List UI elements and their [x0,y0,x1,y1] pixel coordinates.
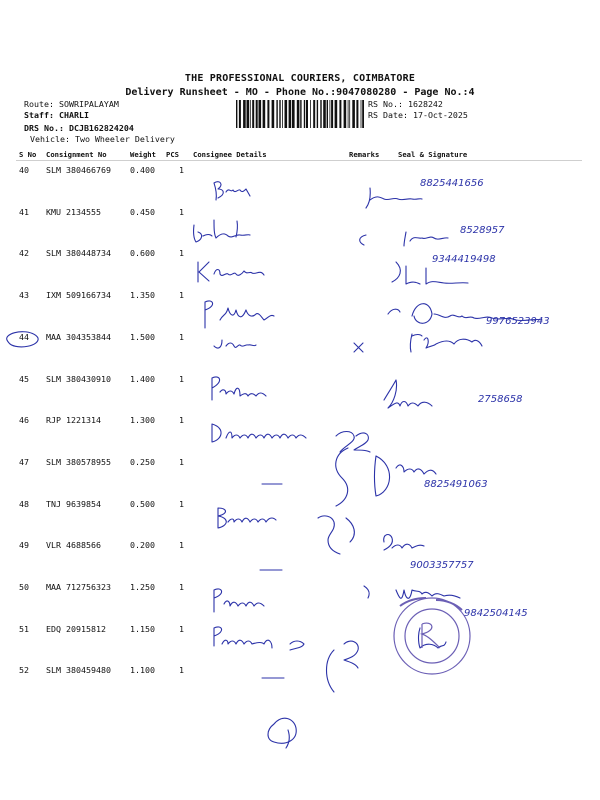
barcode-bar [323,100,326,128]
barcode-bar [335,100,338,128]
cell-weight: 1.150 [130,624,155,634]
barcode-bar [256,100,258,128]
cell-pcs: 1 [179,207,184,217]
phone-note-8: 9842504145 [464,608,528,619]
cell-consignment: IXM 509166734 [46,290,111,300]
cell-sno: 43 [19,290,29,300]
signature-row-50 [214,586,460,612]
rs-date: RS Date: 17-Oct-2025 [368,110,468,120]
barcode-bar [313,100,315,128]
cell-pcs: 1 [179,248,184,258]
cell-sno: 45 [19,374,29,384]
cell-consignment: SLM 380466769 [46,165,111,175]
cell-consignment: MAA 712756323 [46,582,111,592]
col-sno: S No [19,150,37,159]
cell-weight: 1.350 [130,290,155,300]
cell-sno: 49 [19,540,29,550]
barcode-bar [344,100,347,128]
header-rule [16,160,582,161]
cell-pcs: 1 [179,624,184,634]
signature-row-48 [218,508,354,554]
signature-row-47 [262,448,436,506]
barcode-bar [292,100,295,128]
cell-sno: 44 [19,332,29,342]
cell-consignment: SLM 380578955 [46,457,111,467]
barcode-bar [279,100,280,128]
signature-row-40 [214,182,422,208]
barcode-bar [285,100,288,128]
staff-info: Staff: CHARLI [24,110,89,120]
cell-consignment: MAA 304353844 [46,332,111,342]
company-stamp [394,598,470,674]
cell-sno: 46 [19,415,29,425]
cell-weight: 0.450 [130,207,155,217]
cell-consignment: SLM 380459480 [46,665,111,675]
barcode-bar [330,100,331,128]
signature-row-43 [205,301,542,328]
phone-note-7: 9003357757 [410,560,474,571]
col-seal: Seal & Signature [398,150,468,159]
barcode-bar [320,100,321,128]
barcode-bar [272,100,275,128]
cell-pcs: 1 [179,332,184,342]
col-consignment: Consignment No [46,150,107,159]
cell-sno: 48 [19,499,29,509]
cell-consignment: KMU 2134555 [46,207,101,217]
cell-weight: 1.300 [130,415,155,425]
cell-sno: 40 [19,165,29,175]
cell-pcs: 1 [179,415,184,425]
cell-pcs: 1 [179,290,184,300]
barcode-bar [259,100,262,128]
cell-pcs: 1 [179,499,184,509]
barcode-bar [263,100,266,128]
drs-number: DRS No.: DCJB162824204 [24,123,134,133]
cell-consignment: RJP 1221314 [46,415,101,425]
barcode-bar [289,100,292,128]
signature-row-52 [262,650,334,692]
barcode-bar [297,100,300,128]
signature-row-46 [212,424,370,452]
barcode-bar [356,100,358,128]
barcode-bar [352,100,355,128]
phone-note-6: 8825491063 [424,479,488,490]
barcode-bar [362,100,364,128]
rs-number: RS No.: 1628242 [368,99,443,109]
cell-sno: 42 [19,248,29,258]
cell-pcs: 1 [179,582,184,592]
cell-sno: 41 [19,207,29,217]
barcode-bar [250,100,251,128]
col-remarks: Remarks [349,150,380,159]
barcode-bar [300,100,301,128]
phone-note-5: 2758658 [478,394,523,405]
runsheet-subtitle: Delivery Runsheet - MO - Phone No.:9047080280 - Page No.:4 [125,87,475,98]
cell-weight: 1.250 [130,582,155,592]
cell-weight: 0.400 [130,165,155,175]
signature-row-51 [214,627,446,668]
cell-pcs: 1 [179,165,184,175]
barcode-bar [348,100,349,128]
barcode-bar [243,100,246,128]
vehicle-info: Vehicle: Two Wheeler Delivery [30,134,175,144]
cell-sno: 47 [19,457,29,467]
cell-sno: 50 [19,582,29,592]
cell-weight: 0.250 [130,457,155,467]
signature-row-45 [212,377,432,408]
cell-weight: 1.100 [130,665,155,675]
cell-consignment: SLM 380430910 [46,374,111,384]
barcode-bar [239,100,241,128]
page-bottom-mark [268,718,296,748]
cell-consignment: EDQ 20915812 [46,624,106,634]
phone-note-4: 9976523943 [486,316,550,327]
cell-weight: 1.500 [130,332,155,342]
cell-weight: 0.600 [130,248,155,258]
cell-pcs: 1 [179,457,184,467]
barcode-bar [236,100,237,128]
barcode-bar [306,100,308,128]
phone-note-2: 8528957 [460,225,505,236]
barcode-bar [349,100,350,128]
col-weight: Weight [130,150,156,159]
cell-weight: 0.200 [130,540,155,550]
cell-pcs: 1 [179,374,184,384]
phone-note-3: 9344419498 [432,254,496,265]
cell-pcs: 1 [179,540,184,550]
phone-note-1: 8825441656 [420,178,484,189]
barcode-bar [327,100,328,128]
barcode-bar [282,100,283,128]
cell-weight: 1.400 [130,374,155,384]
cell-sno: 51 [19,624,29,634]
barcode-image [236,100,364,128]
barcode-bar [252,100,254,128]
barcode-bar [310,100,311,128]
barcode-bar [276,100,277,128]
col-consignee: Consignee Details [193,150,267,159]
barcode-bar [317,100,318,128]
barcode-bar [247,100,250,128]
cell-consignment: SLM 380448734 [46,248,111,258]
cell-consignment: VLR 4688566 [46,540,101,550]
signature-row-49 [260,535,424,570]
cell-consignment: TNJ 9639854 [46,499,101,509]
cell-pcs: 1 [179,665,184,675]
route-info: Route: SOWRIPALAYAM [24,99,119,109]
col-pcs: PCS [166,150,179,159]
signature-row-41 [194,220,448,246]
barcode-bar [267,100,269,128]
cell-weight: 0.500 [130,499,155,509]
cell-sno: 52 [19,665,29,675]
barcode-bar [304,100,305,128]
barcode-bar [361,100,362,128]
barcode-bar [331,100,333,128]
company-title: THE PROFESSIONAL COURIERS, COIMBATORE [184,73,416,84]
signature-row-42 [198,262,468,284]
barcode-bar [339,100,341,128]
